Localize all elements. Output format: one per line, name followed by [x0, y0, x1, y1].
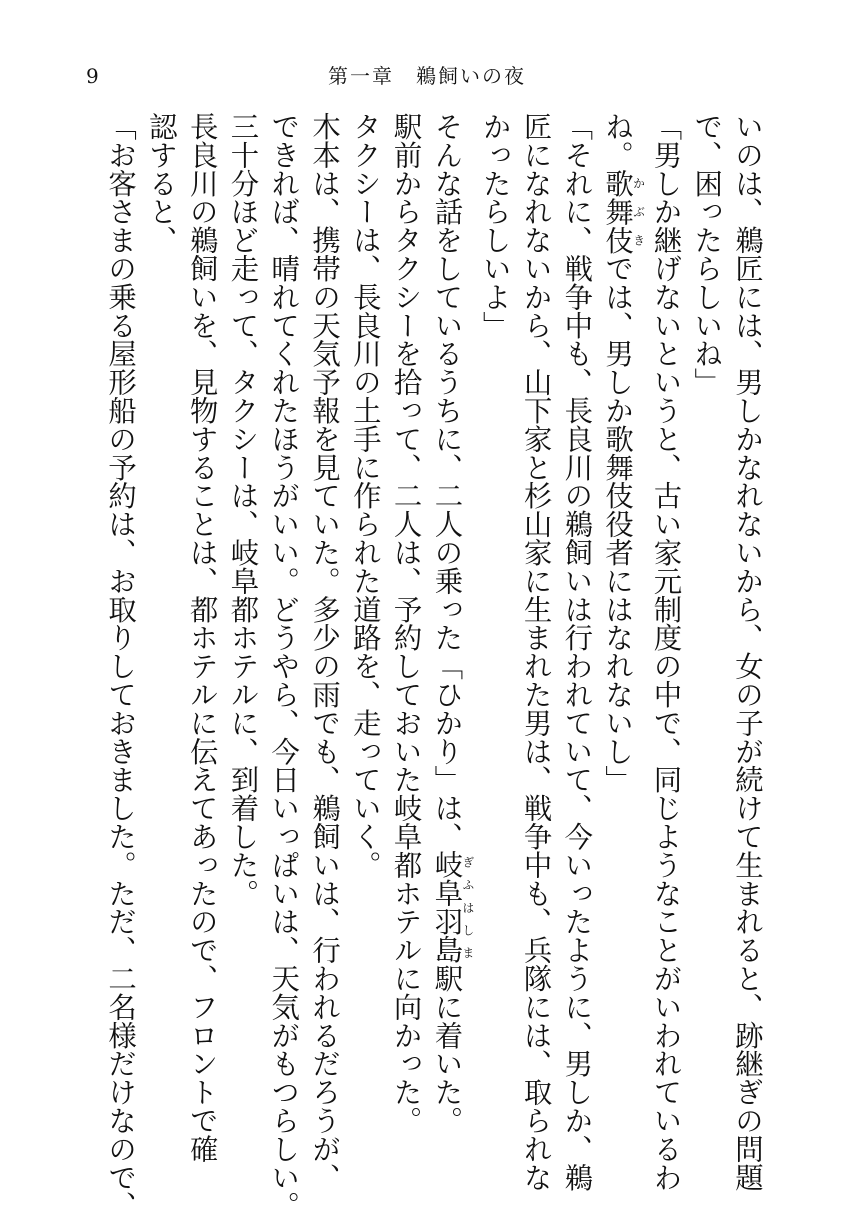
text-column: タクシーは、長良川の土手に作られた道路を、走っていく。	[348, 112, 382, 879]
body-text	[99, 112, 767, 1220]
text-column: いのは、鵜匠には、男しかなれないから、女の子が続けて生まれると、跡継ぎの問題	[731, 112, 764, 1192]
furigana: ぎふはしま	[460, 850, 475, 965]
text-column: 木本は、携帯の天気予報を見ていた。多少の雨でも、鵜飼いは、行われるだろうが、	[308, 112, 342, 1192]
furigana: かぶき	[631, 168, 646, 254]
text-column: 「それに、戦争中も、長良川の鵜飼いは行われていて、今いったように、男しか、鵜	[560, 112, 594, 1192]
text-column: 「お客さまの乗る屋形船の予約は、お取りしておきました。ただ、二名様だけなので、	[104, 112, 138, 1220]
text-column: 三十分ほど走って、タクシーは、岐阜都ホテルに、到着した。	[226, 112, 260, 908]
text-column: 長良川の鵜飼いを、見物することは、都ホテルに伝えてあったので、フロントで確	[185, 112, 219, 1163]
text-column: で、困ったらしいね」	[690, 112, 724, 396]
ruby-word: 歌舞伎かぶき	[601, 168, 646, 255]
text-column: 認すると、	[144, 112, 178, 254]
running-title: 第一章 鵜飼いの夜	[328, 64, 526, 88]
text-column-with-ruby: ね。歌舞伎かぶきでは、男しか歌舞伎役者にはなれないし」	[601, 112, 646, 794]
text-column-with-ruby: そんな話をしているうちに、二人の乗った「ひかり」は、岐阜羽島ぎふはしま駅に着いた。	[430, 112, 475, 1135]
text-column: 「男しか継げないというと、古い家元制度の中で、同じようなことがいわれているわ	[649, 112, 683, 1192]
text-column: 匠になれないから、山下家と杉山家に生まれた男は、戦争中も、兵隊には、取られな	[519, 112, 553, 1192]
text-column: かったらしいよ」	[478, 112, 512, 340]
ruby-word: 岐阜羽島ぎふはしま	[430, 850, 475, 965]
text-column: 駅前からタクシーを拾って、二人は、予約しておいた岐阜都ホテルに向かった。	[389, 112, 423, 1135]
text-column: できれば、晴れてくれたほうがいい。どうやら、今日いっぱいは、天気がもつらしい。	[267, 112, 301, 1220]
page-number: 9	[86, 64, 99, 88]
